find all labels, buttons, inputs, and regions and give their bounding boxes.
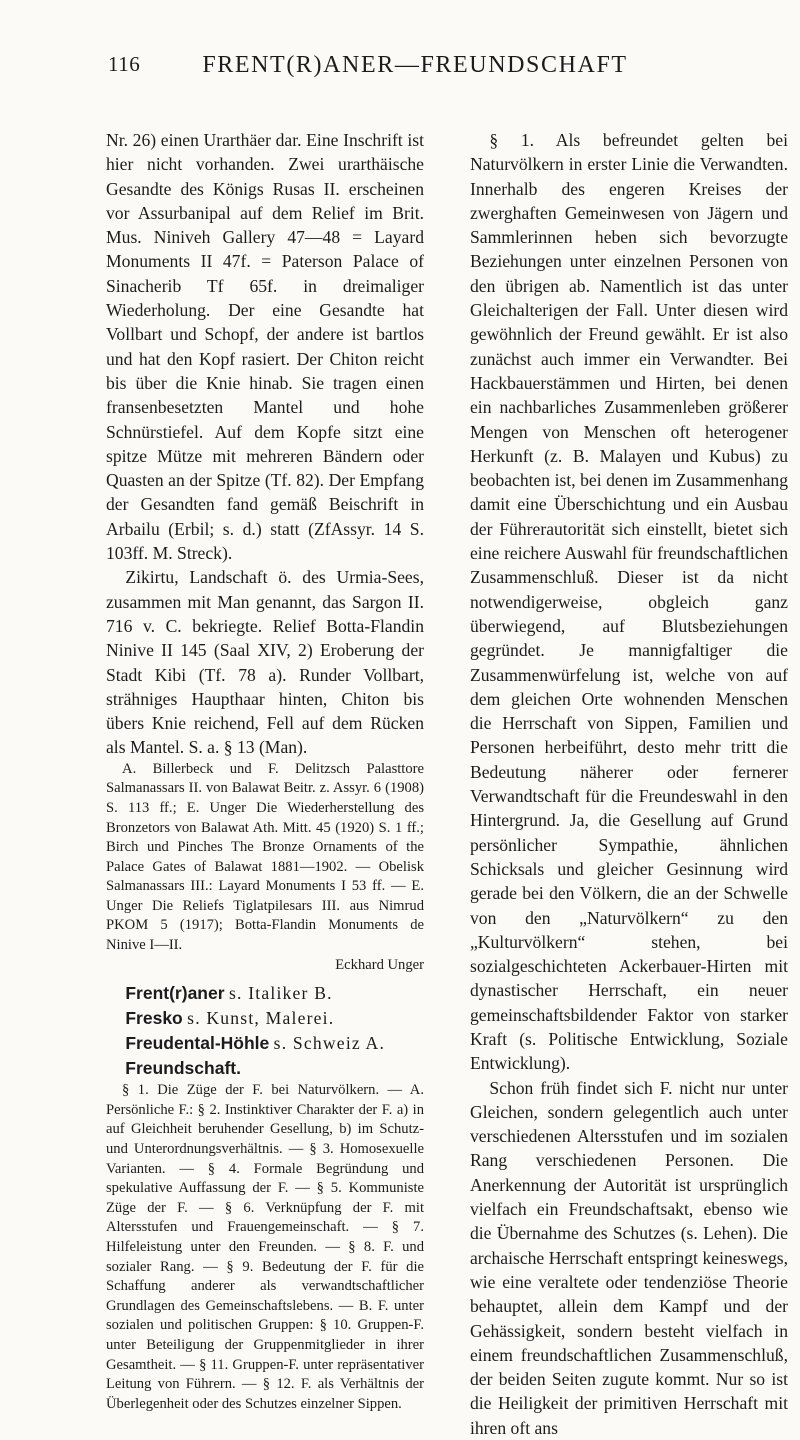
right-paragraph-2: Schon früh findet sich F. nicht nur unter Gleichen, sondern gelegentlich auch unter verschiedenen Altersstufen und im sozialen Rang verschiedenen Personen. Die Anerkennung der Autorität ist ursprünglich vielfach ein Freundschaftsakt, ebenso wie die Übernahme des Schutzes (s. Lehen). Die archaische Herrschaft entspringt keineswegs, wie eine veraltete oder tendenziöse Theorie behauptet, allein dem Kampf und der Gehässigkeit, sondern besteht vielfach in einem freundschaftlichen Zusammenschluß, der beiden Seiten zugute kommt. Nur so ist die Heiligkeit der primitiven Herrschaft mit ihren oft ans: [470, 1077, 788, 1438]
cross-reference-entry: [106, 981, 424, 1006]
entry-reference: s. Kunst, Malerei.: [187, 1008, 335, 1029]
author-signature: Eckhard Unger: [335, 956, 424, 973]
outline-text: § 1. Die Züge der F. bei Naturvölkern. — A. Persönliche F.: § 2. Instinktiver Charakter der F. a) in auf Gleichheit beruhender Gesellung, b) im Schutz- und Unterordnungsverhältnis. — § 3. Homosexuelle Varianten. — § 4. Formale Begründung und spekulative Auffassung der F. — § 5. Kommuniste Züge der F. — § 6. Verknüpfung der F. mit Altersstufen und Frauengemeinschaft. — § 7. Hilfeleistung unter den Freunden. — § 8. F. und sozialer Rang. — § 9. Bedeutung der F. für die Schaffung anderer als verwandtschaftlicher Grundlagen des Gemeinschaftslebens. — B. F. unter sozialen und politischen Gruppen: § 10. Gruppen-F. unter Beteiligung der Gruppenmitglieder in ihrer Gesamtheit. — § 11. Gruppen-F. unter repräsentativer Leitung von Führern. — § 12. F. als Verhältnis der Überlegenheit oder des Schutzes einzelner Sippen.: [106, 1082, 424, 1412]
entry-reference: s. Italiker B.: [228, 983, 333, 1004]
article-outline: [106, 1081, 424, 1414]
cross-reference-entry: [106, 1031, 424, 1056]
left-paragraph-2: Zikirtu, Landschaft ö. des Urmia-Sees, zusammen mit Man genannt, das Sargon II. 716 v. C. bekriegte. Relief Botta-Flandin Ninive II 145 (Saal XIV, 2) Eroberung der Stadt Kibi (Tf. 78 a). Runder Vollbart, strähniges Haupthaar hinten, Chiton bis übers Knie reichend, Fell auf dem Rücken als Mantel. S. a. § 13 (Man).: [106, 567, 424, 758]
page-number: 116: [108, 52, 141, 76]
entry-headword: Freudental-Höhle: [125, 1033, 270, 1054]
cross-reference-entry: [106, 1006, 424, 1031]
entry-headword: Frent(r)aner: [125, 983, 225, 1004]
right-paragraph-1: § 1. Als befreundet gelten bei Naturvölkern in erster Linie die Verwandten. Innerhalb des engeren Kreises der zwerghaften Gemeinwesen von Jägern und Sammlerinnen heben sich bevorzugte Beziehungen unter einzelnen Personen von den übrigen ab. Namentlich ist das unter Gleichalterigen der Fall. Unter diesen wird gewöhnlich der Freund gewählt. Er ist also zunächst auch immer ein Verwandter. Bei Hackbauerstämmen und Hirten, bei denen ein nachbarliches Zusammenleben größerer Mengen von Menschen oft heterogener Herkunft (z. B. Malayen und Kubus) zu beobachten ist, bei denen im Zusammenhang damit eine Überschichtung und ein Ausbau der Führerautorität sich einstellt, bietet sich eine reichere Auswahl für freundschaftlichen Zusammenschluß. Dieser ist da nicht notwendigerweise, obgleich ganz überwiegend, auf Blutsbeziehungen gegründet. Je mannigfaltiger die Zusammenwürfelung ist, welche von auf dem gleichen Orte wohnenden Menschen die Herrschaft von Sippen, Familien und Personen herbeiführt, desto mehr tritt die Bedeutung näherer oder fernerer Verwandtschaft für die Freundeswahl in den Hintergrund. Ja, die Gesellung auf Grund persönlicher Sympathie, ähnlichen Schicksals und gleicher Gesinnung wird gerade bei den Völkern, die an der Schwelle von den „Naturvölkern“ zu den „Kulturvölkern“ stehen, bei sozialgeschichteten Ackerbauer-Hirten mit dynastischer Herrschaft, ein neuer gemeinschaftsbildender Faktor von starker Kraft (s. Politische Entwicklung, Soziale Entwicklung).: [470, 130, 788, 1074]
page-header: [0, 52, 800, 80]
literature-block: [106, 760, 424, 956]
running-head: FRENT(R)ANER—FREUNDSCHAFT: [202, 52, 628, 78]
article-title: Freundschaft.: [125, 1058, 241, 1079]
left-paragraph-1: Nr. 26) einen Urarthäer dar. Eine Inschrift ist hier nicht vorhanden. Zwei urarthäische Gesandte des Königs Rusas II. erscheinen vor Assurbanipal auf dem Relief im Brit. Mus. Niniveh Gallery 47—48 = Layard Monuments II 47f. = Paterson Palace of Sinacherib Tf 65f. in dreimaliger Wiederholung. Der eine Gesandte hat Vollbart und Schopf, der andere ist bartlos und hat den Kopf rasiert. Der Chiton reicht bis über die Knie hinab. Sie tragen einen fransenbesetzten Mantel und hohe Schnürstiefel. Auf dem Kopfe sitzt eine spitze Mütze mit mehreren Bändern oder Quasten an der Spitze (Tf. 82). Der Empfang der Gesandten fand gemäß Beischrift in Arbailu (Erbil; s. d.) statt (ZfAssyr. 14 S. 103ff. M. Streck).: [106, 130, 424, 564]
left-column: [106, 128, 424, 1414]
right-column: [470, 128, 788, 1440]
literature-references: A. Billerbeck und F. Delitzsch Palasttore Salmanassars II. von Balawat Beitr. z. Assyr. 6 (1908) S. 113 ff.; E. Unger Die Wiederherstellung des Bronzetors von Balawat Ath. Mitt. 45 (1920) S. 1 ff.; Birch und Pinches The Bronze Ornaments of the Palace Gates of Balawat 1881—1902. — Obelisk Salmanassars III.: Layard Monuments I 53 ff. — E. Unger Die Reliefs Tiglatpilesars III. aus Nimrud PKOM 5 (1917); Botta-Flandin Monuments de Ninive I—II.: [106, 760, 424, 954]
entry-headword: Fresko: [125, 1008, 183, 1029]
entry-reference: s. Schweiz A.: [273, 1033, 386, 1054]
